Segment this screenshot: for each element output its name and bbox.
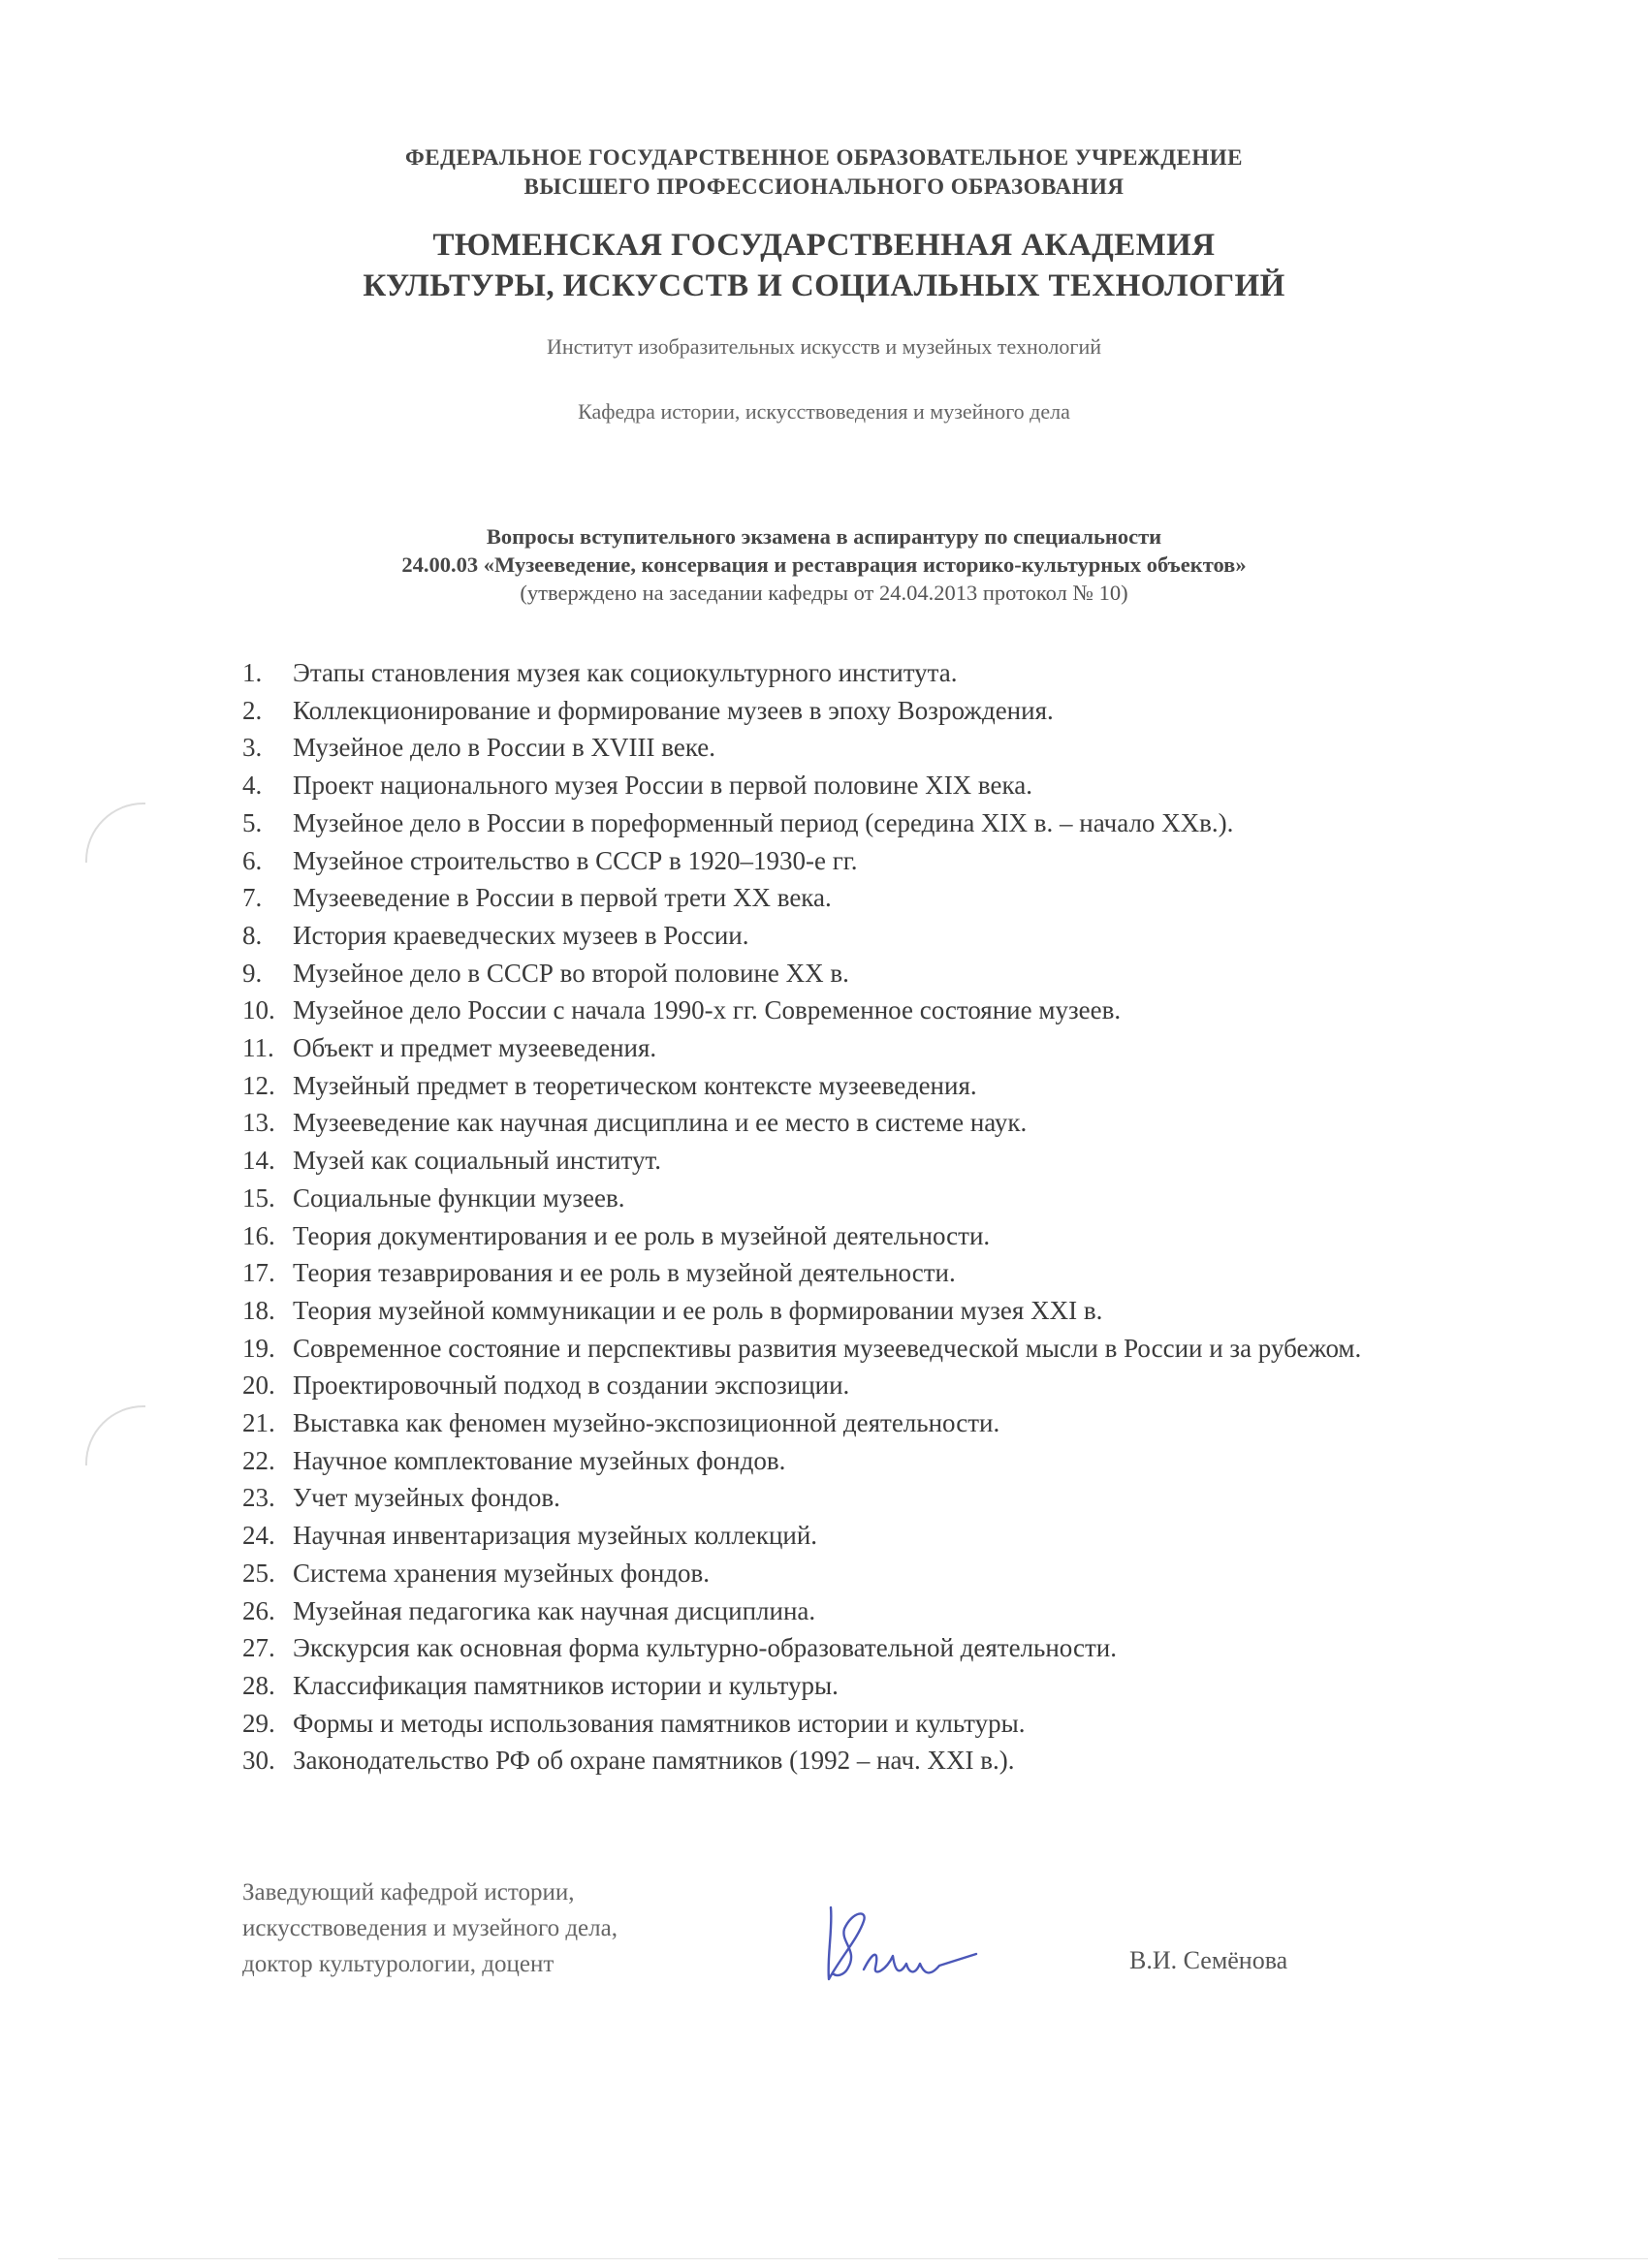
question-list bbox=[242, 654, 1532, 1780]
question-item bbox=[242, 692, 1532, 730]
question-item bbox=[242, 1742, 1532, 1780]
question-number: 5. bbox=[242, 807, 263, 837]
question-number: 4. bbox=[242, 771, 263, 801]
question-item bbox=[242, 1667, 1532, 1705]
question-item bbox=[242, 1292, 1532, 1330]
question-number: 23. bbox=[242, 1483, 275, 1513]
question-text: Теория музейной коммуникации и ее роль в формировании музея XXI в. bbox=[293, 1295, 1103, 1325]
question-number: 22. bbox=[242, 1445, 275, 1475]
question-number: 17. bbox=[242, 1258, 275, 1288]
question-text: Экскурсия как основная форма культурно-образовательной деятельности. bbox=[293, 1633, 1117, 1663]
question-text: Музейное дело в России в XVIII веке. bbox=[293, 733, 715, 763]
question-text: Система хранения музейных фондов. bbox=[293, 1558, 711, 1588]
question-number: 9. bbox=[242, 958, 263, 988]
department-name: Кафедра истории, искусствоведения и музейного дела bbox=[578, 399, 1070, 424]
question-number: 27. bbox=[242, 1633, 275, 1663]
academy-line-1: ТЮМЕНСКАЯ ГОСУДАРСТВЕННАЯ АКАДЕМИЯ bbox=[432, 228, 1216, 263]
question-item bbox=[242, 1067, 1532, 1105]
question-number: 29. bbox=[242, 1708, 275, 1738]
question-text: Объект и предмет музееведения. bbox=[293, 1033, 657, 1063]
question-item bbox=[242, 1142, 1532, 1180]
question-number: 10. bbox=[242, 995, 275, 1025]
question-text: Теория документирования и ее роль в музейной деятельности. bbox=[293, 1220, 991, 1250]
question-item bbox=[242, 804, 1532, 842]
question-text: Учет музейных фондов. bbox=[293, 1483, 560, 1513]
question-text: Научная инвентаризация музейных коллекций. bbox=[293, 1521, 818, 1551]
question-text: Музееведение как научная дисциплина и ее место в системе наук. bbox=[293, 1108, 1028, 1138]
question-item bbox=[242, 767, 1532, 804]
question-number: 20. bbox=[242, 1370, 275, 1401]
question-text: Музейное строительство в СССР в 1920–1930-е гг. bbox=[293, 845, 858, 875]
punch-hole-mark bbox=[85, 803, 145, 863]
punch-hole-mark bbox=[85, 1405, 145, 1465]
question-text: Музейное дело в России в пореформенный период (середина XIX в. – начало XXв.). bbox=[293, 807, 1234, 837]
question-item bbox=[242, 917, 1532, 955]
question-text: Теория тезаврирования и ее роль в музейной деятельности. bbox=[293, 1258, 956, 1288]
question-item bbox=[242, 654, 1532, 692]
question-item bbox=[242, 1705, 1532, 1743]
question-item bbox=[242, 879, 1532, 917]
question-number: 13. bbox=[242, 1108, 275, 1138]
question-item bbox=[242, 1367, 1532, 1404]
signer-line-3: доктор культурологии, доцент bbox=[242, 1951, 555, 1977]
signer-name: В.И. Семёнова bbox=[1129, 1946, 1288, 1974]
exam-title bbox=[0, 522, 1648, 579]
question-text: Коллекционирование и формирование музеев в эпоху Возрождения. bbox=[293, 695, 1054, 725]
question-item bbox=[242, 955, 1532, 992]
question-text: Музееведение в России в первой трети XX века. bbox=[293, 883, 832, 913]
question-number: 11. bbox=[242, 1033, 274, 1063]
question-number: 26. bbox=[242, 1595, 275, 1625]
question-item bbox=[242, 1479, 1532, 1517]
question-number: 2. bbox=[242, 695, 263, 725]
institute-name: Институт изобразительных искусств и музейных технологий bbox=[547, 334, 1101, 359]
org-line-1: ФЕДЕРАЛЬНОЕ ГОСУДАРСТВЕННОЕ ОБРАЗОВАТЕЛЬНОЕ УЧРЕЖДЕНИЕ bbox=[405, 145, 1243, 170]
question-text: Выставка как феномен музейно-экспозиционной деятельности. bbox=[293, 1408, 1000, 1438]
question-number: 24. bbox=[242, 1521, 275, 1551]
question-text: Современное состояние и перспективы развития музееведческой мысли в России и за рубежом. bbox=[293, 1333, 1362, 1363]
question-item bbox=[242, 729, 1532, 767]
question-item bbox=[242, 992, 1532, 1029]
approval-note: (утверждено на заседании кафедры от 24.04.2013 протокол № 10) bbox=[520, 581, 1128, 605]
question-text: Законодательство РФ об охране памятников (1992 – нач. XXI в.). bbox=[293, 1746, 1015, 1776]
question-item bbox=[242, 1029, 1532, 1067]
signer-line-2: искусствоведения и музейного дела, bbox=[242, 1915, 618, 1941]
org-line-2: ВЫСШЕГО ПРОФЕССИОНАЛЬНОГО ОБРАЗОВАНИЯ bbox=[523, 174, 1125, 199]
handwritten-signature bbox=[819, 1900, 984, 1987]
question-number: 30. bbox=[242, 1746, 275, 1776]
question-item bbox=[242, 1592, 1532, 1630]
academy-name bbox=[0, 225, 1648, 306]
signer-line-1: Заведующий кафедрой истории, bbox=[242, 1879, 575, 1906]
academy-line-2: КУЛЬТУРЫ, ИСКУССТВ И СОЦИАЛЬНЫХ ТЕХНОЛОГИЙ bbox=[363, 268, 1285, 303]
question-item bbox=[242, 1517, 1532, 1555]
exam-title-line-2: 24.00.03 «Музееведение, консервация и реставрация историко-культурных объектов» bbox=[401, 552, 1247, 577]
question-number: 28. bbox=[242, 1670, 275, 1700]
organization-type bbox=[0, 143, 1648, 202]
question-text: Музейная педагогика как научная дисциплина. bbox=[293, 1595, 816, 1625]
question-text: Классификация памятников истории и культуры. bbox=[293, 1670, 839, 1700]
exam-title-line-1: Вопросы вступительного экзамена в аспирантуру по специальности bbox=[486, 524, 1162, 549]
question-text: Музей как социальный институт. bbox=[293, 1146, 662, 1176]
question-number: 21. bbox=[242, 1408, 275, 1438]
question-text: Музейное дело в СССР во второй половине XX в. bbox=[293, 958, 849, 988]
question-number: 25. bbox=[242, 1558, 275, 1588]
question-item bbox=[242, 1330, 1532, 1368]
question-text: Проект национального музея России в первой половине XIX века. bbox=[293, 771, 1032, 801]
question-text: Научное комплектование музейных фондов. bbox=[293, 1445, 786, 1475]
question-item bbox=[242, 1404, 1532, 1442]
question-number: 14. bbox=[242, 1146, 275, 1176]
question-number: 8. bbox=[242, 920, 263, 950]
question-item bbox=[242, 1217, 1532, 1255]
signer-position bbox=[242, 1874, 618, 1982]
question-item bbox=[242, 1555, 1532, 1592]
question-item bbox=[242, 1442, 1532, 1480]
question-item bbox=[242, 842, 1532, 880]
question-number: 6. bbox=[242, 845, 263, 875]
question-number: 7. bbox=[242, 883, 263, 913]
question-number: 1. bbox=[242, 658, 263, 687]
question-text: Этапы становления музея как социокультурного института. bbox=[293, 658, 958, 687]
question-item bbox=[242, 1254, 1532, 1292]
question-number: 15. bbox=[242, 1182, 275, 1213]
question-text: Формы и методы использования памятников истории и культуры. bbox=[293, 1708, 1026, 1738]
question-number: 16. bbox=[242, 1220, 275, 1250]
question-item bbox=[242, 1629, 1532, 1667]
scan-edge-line bbox=[58, 2258, 1648, 2259]
question-text: Музейное дело России с начала 1990-х гг. Современное состояние музеев. bbox=[293, 995, 1122, 1025]
question-number: 12. bbox=[242, 1070, 275, 1100]
question-number: 3. bbox=[242, 733, 263, 763]
question-item bbox=[242, 1104, 1532, 1142]
question-text: Социальные функции музеев. bbox=[293, 1182, 625, 1213]
question-text: Проектировочный подход в создании экспозиции. bbox=[293, 1370, 850, 1401]
question-number: 19. bbox=[242, 1333, 275, 1363]
question-number: 18. bbox=[242, 1295, 275, 1325]
question-text: История краеведческих музеев в России. bbox=[293, 920, 749, 950]
question-text: Музейный предмет в теоретическом контексте музееведения. bbox=[293, 1070, 977, 1100]
question-item bbox=[242, 1180, 1532, 1217]
